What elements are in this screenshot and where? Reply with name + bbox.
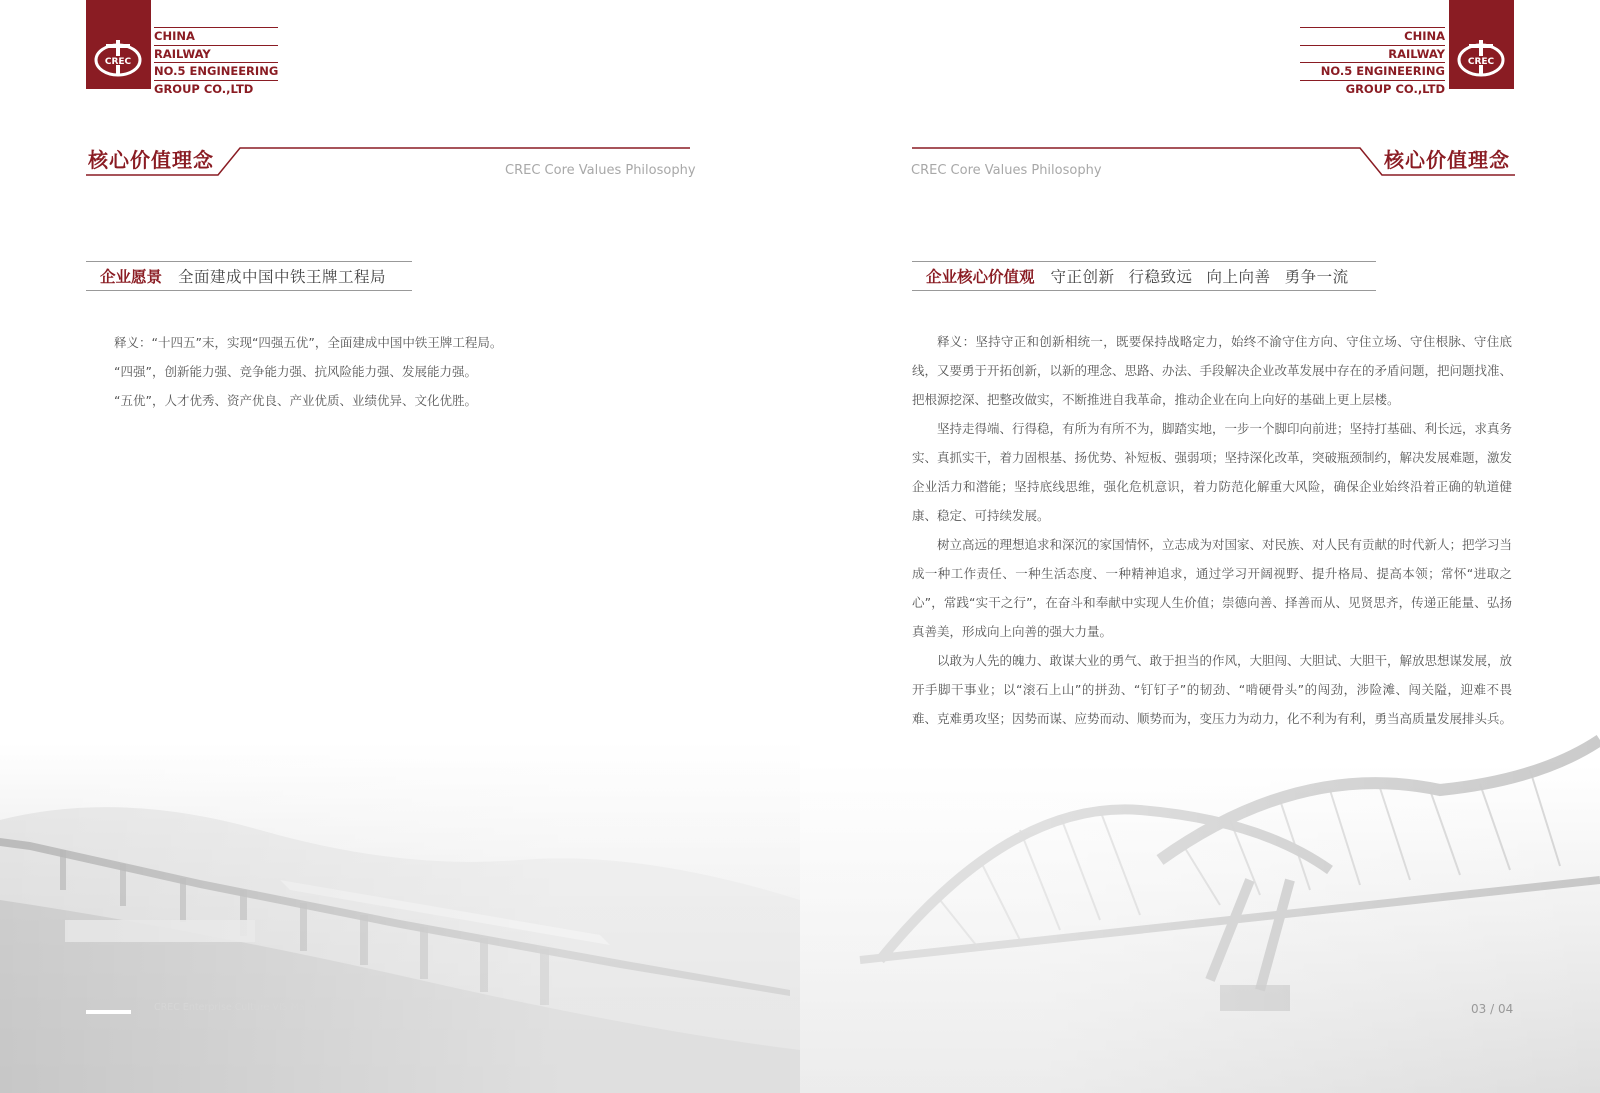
vision-explanation <box>114 328 674 415</box>
crec-logo-emblem-left <box>86 0 151 89</box>
company-name-line: CHINA <box>1300 27 1445 45</box>
vision-line: 释义：“十四五”末，实现“四强五优”，全面建成中国中铁王牌工程局。 <box>114 335 503 350</box>
company-name-line: NO.5 ENGINEERING <box>1300 62 1445 80</box>
core-values-paragraph: 坚持走得端、行得稳，有所为有所不为，脚踏实地，一步一个脚印向前进；坚持打基础、利长远，求真务实、真抓实干，着力固根基、扬优势、补短板、强弱项；坚持深化改革，突破瓶颈制约，解决发展难题，激发企业活力和潜能；坚持底线思维，强化危机意识，着力防范化解重大风险，确保企业始终沿着正确的轨道健康、稳定、可持续发展。 <box>912 421 1513 523</box>
section-title-left: 核心价值理念 <box>88 148 214 172</box>
page-number: 03 / 04 <box>1471 1002 1514 1016</box>
company-name-line: GROUP CO.,LTD <box>1300 80 1445 98</box>
company-name-left <box>154 27 278 97</box>
company-name-line: CHINA <box>154 27 278 45</box>
core-value-item: 向上向善 <box>1206 268 1271 286</box>
core-value-item: 勇争一流 <box>1284 268 1349 286</box>
vision-line: “四强”，创新能力强、竞争能力强、抗风险能力强、发展能力强。 <box>114 364 477 379</box>
core-values-explanation <box>912 327 1512 733</box>
emblem-text: CREC <box>1467 57 1495 67</box>
footer-accent-bar <box>86 1010 131 1014</box>
company-name-right <box>1300 27 1445 97</box>
crec-logo-emblem-right <box>1449 0 1514 89</box>
crec-emblem-icon <box>94 38 142 78</box>
core-values-paragraph: 释义：坚持守正和创新相统一，既要保持战略定力，始终不渝守住方向、守住立场、守住根脉、守住底线，又要勇于开拓创新，以新的理念、思路、办法、手段解决企业改革发展中存在的矛盾问题，把问题找准、把根源挖深、把整改做实，不断推进自我革命，推动企业在向上向好的基础上更上层楼。 <box>912 334 1513 407</box>
section-subtitle-left: CREC Core Values Philosophy <box>505 163 696 178</box>
company-name-line: RAILWAY <box>1300 45 1445 63</box>
core-values-heading-bar <box>912 261 1376 291</box>
section-subtitle-right: CREC Core Values Philosophy <box>911 163 1102 178</box>
core-values-paragraph: 树立高远的理想追求和深沉的家国情怀，立志成为对国家、对民族、对人民有贡献的时代新人；把学习当成一种工作责任、一种生活态度、一种精神追求，通过学习开阔视野、提升格局、提高本领；常怀“进取之心”，常践“实干之行”，在奋斗和奉献中实现人生价值；崇德向善、择善而从、见贤思齐，传递正能量、弘扬真善美，形成向上向善的强大力量。 <box>912 537 1513 639</box>
core-values-paragraph: 以敢为人先的魄力、敢谋大业的勇气、敢于担当的作风，大胆闯、大胆试、大胆干，解放思想谋发展，放开手脚干事业；以“滚石上山”的拼劲、“钉钉子”的韧劲、“啃硬骨头”的闯劲，涉险滩、闯关隘，迎难不畏难、克难勇攻坚；因势而谋、应势而动、顺势而为，变压力为动力，化不利为有利，勇当高质量发展排头兵。 <box>912 653 1513 726</box>
vision-heading-label: 企业愿景 <box>100 268 163 286</box>
core-value-item: 守正创新 <box>1050 268 1115 286</box>
company-name-line: NO.5 ENGINEERING <box>154 64 279 79</box>
company-name-line: RAILWAY <box>154 45 278 63</box>
vision-heading-bar <box>86 261 412 291</box>
vision-heading-text: 全面建成中国中铁王牌工程局 <box>178 268 387 286</box>
section-title-right: 核心价值理念 <box>1384 148 1510 172</box>
crec-emblem-icon <box>1457 38 1505 78</box>
company-name-line: GROUP CO.,LTD <box>154 80 278 98</box>
core-values-heading-label: 企业核心价值观 <box>926 268 1035 286</box>
vision-line: “五优”，人才优秀、资产优良、产业优质、业绩优异、文化优胜。 <box>114 393 477 408</box>
footer-manual-title: CREC Enterprise Culture VIS Manual <box>154 1002 326 1013</box>
core-value-item: 行稳致远 <box>1128 268 1193 286</box>
emblem-text: CREC <box>104 57 132 67</box>
